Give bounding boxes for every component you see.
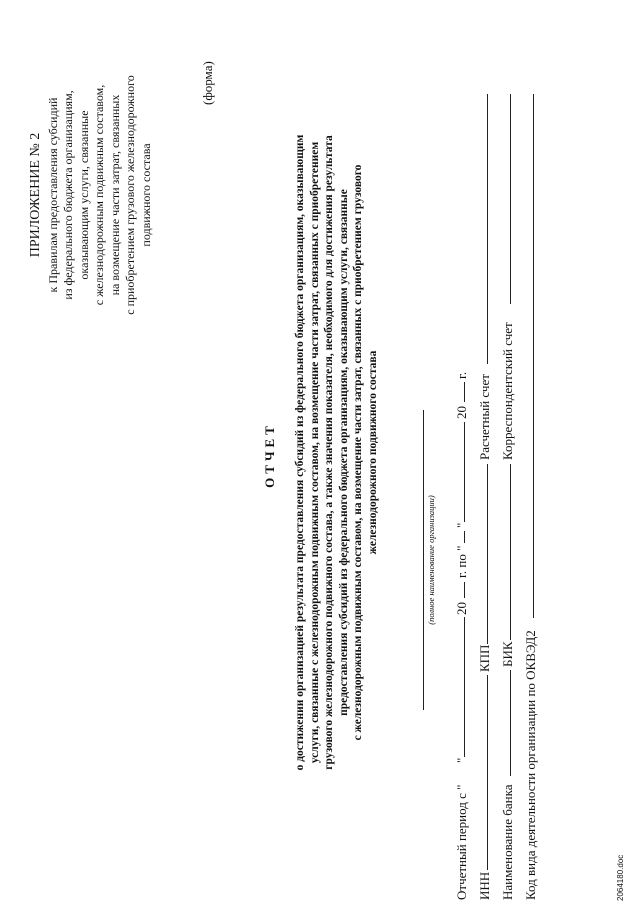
period-row [450,80,473,900]
subtitle-line: услуги, связанные с железнодорожным подвижным составом, на возмещение части затрат, связанных с приобретением [308,141,321,764]
kpp-line[interactable] [473,464,488,644]
okved-line[interactable] [519,94,534,618]
subtitle-line: с железнодорожным подвижным составом, на возмещение части затрат, связанных с приобретением грузового [352,164,365,741]
appendix-line: к Правилам предоставления субсидий [45,97,60,293]
period-label: Отчетный период с " [454,784,469,900]
appendix-line: подвижного состава [138,143,153,247]
period-start-month-line[interactable] [450,617,465,757]
inn-label: ИНН [477,871,492,900]
appendix-line: оказывающим услуги, связанные [76,110,91,280]
report-subtitle [293,40,381,865]
form-label: (форма) [200,61,215,105]
corr-account-label: Корреспондентский счет [500,322,515,460]
period-quote: " [454,522,469,528]
period-end-month-line[interactable] [450,422,465,522]
period-to-label: г. по " [454,545,469,578]
period-end-suffix: г. [454,371,469,379]
file-footer: 2064180.doc [616,854,625,901]
bik-line[interactable] [496,464,511,640]
bank-line[interactable] [496,670,511,776]
period-start-year-line[interactable] [450,582,465,598]
period-end-year-line[interactable] [450,382,465,402]
appendix-line: с приобретением грузового железнодорожного [123,75,137,315]
period-year-prefix: 20 [454,406,469,419]
appendix-line: на возмещение части затрат, связанных [107,94,122,296]
subtitle-line: грузового железнодорожного подвижного состава, а также значения показателя, необходимого для достижения результата [323,135,336,770]
okved-label: Код вида деятельности организации по ОКВЭД2 [523,630,538,900]
account-label: Расчетный счет [477,374,492,460]
period-quote: " [454,757,469,763]
period-year-prefix: 20 [454,602,469,615]
period-end-day-line[interactable] [450,531,465,543]
account-line[interactable] [473,94,488,364]
corr-account-line[interactable] [496,94,511,304]
inn-line[interactable] [473,675,488,870]
subtitle-line: предоставления субсидий из федерального бюджета организациям, оказывающим услуги, связанные [337,189,350,716]
subtitle-line: железнодорожного подвижного состава [366,350,379,555]
bik-label: БИК [500,641,515,667]
okved-row [519,80,542,900]
org-name-line[interactable] [423,410,424,710]
appendix-line: с железнодорожным подвижным составом, [92,84,106,306]
org-name-caption: (полное наименование организации) [426,495,436,625]
fields-block [450,80,542,900]
appendix-line: из федерального бюджета организациям, [61,90,75,300]
appendix-block [28,45,154,345]
bank-label: Наименование банка [500,784,515,900]
report-title: ОТЧЕТ [262,422,277,488]
bank-row [496,80,519,900]
appendix-heading: ПРИЛОЖЕНИЕ № 2 [28,132,43,258]
inn-row [473,80,496,900]
kpp-label: КПП [477,644,492,672]
subtitle-line: о достижении организацией результата предоставления субсидий из федерального бюджета организациям, оказывающим [294,134,306,771]
